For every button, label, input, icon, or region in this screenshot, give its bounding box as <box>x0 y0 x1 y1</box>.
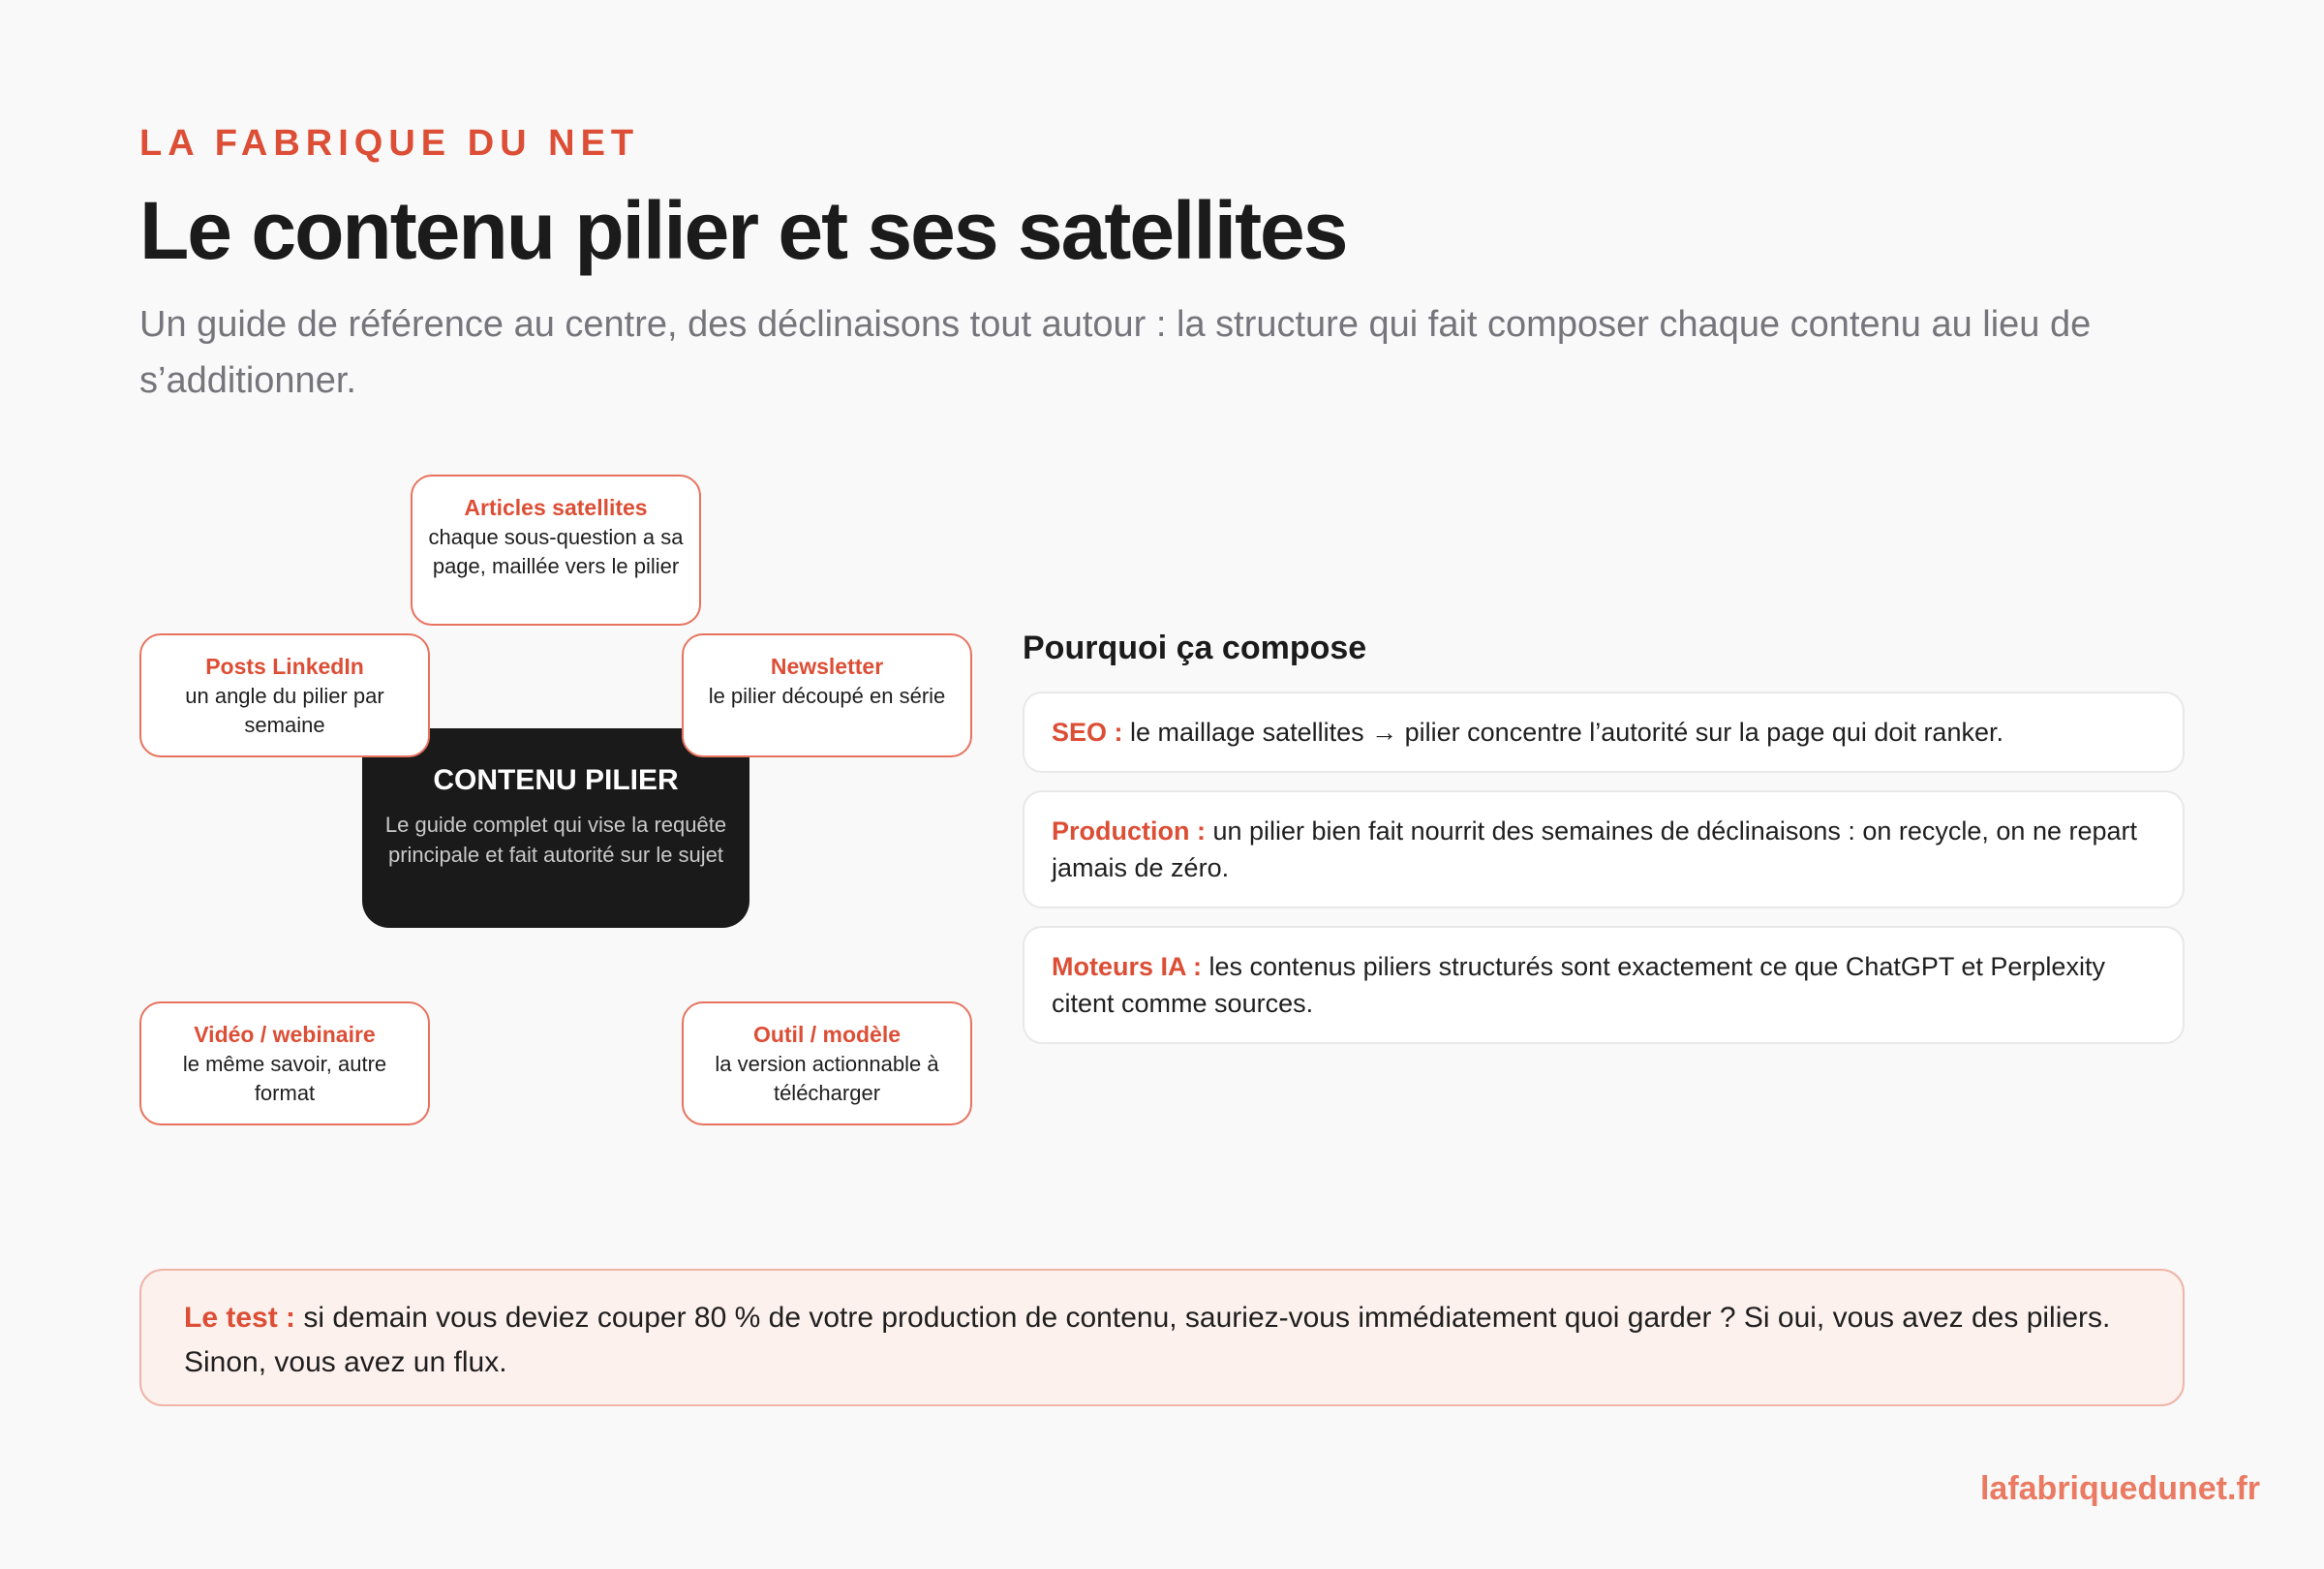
satellite-articles <box>411 475 701 626</box>
satellite-linkedin <box>139 633 430 757</box>
satellite-desc: le pilier découpé en série <box>708 684 946 708</box>
satellite-desc: chaque sous-question a sa page, maillée vers le pilier <box>428 525 684 578</box>
test-text: si demain vous deviez couper 80 % de votre production de contenu, sauriez-vous immédiatement quoi garder ? Si oui, vous avez des piliers. Sinon, vous avez un flux. <box>184 1302 2111 1378</box>
reason-card-production <box>1023 790 2185 908</box>
reason-body: les contenus piliers structurés sont exactement ce que ChatGPT et Perplexity citent comme sources. <box>1052 952 2105 1018</box>
page-subtitle: Un guide de référence au centre, des déclinaisons tout autour : la structure qui fait composer chaque contenu au lieu de s’additionner. <box>139 304 2092 401</box>
reason-label: Production : <box>1052 816 1206 846</box>
reason-body: le maillage satellites → pilier concentre l’autorité sur la page qui doit ranker. <box>1122 718 2003 747</box>
satellite-desc: un angle du pilier par semaine <box>185 684 384 737</box>
satellite-newsletter <box>682 633 972 757</box>
why-heading: Pourquoi ça compose <box>1023 630 1367 666</box>
satellite-video <box>139 1001 430 1125</box>
brand-label: LA FABRIQUE DU NET <box>139 123 640 164</box>
satellite-outil <box>682 1001 972 1125</box>
satellite-desc: la version actionnable à télécharger <box>715 1052 939 1105</box>
satellite-desc: le même savoir, autre format <box>182 1052 387 1105</box>
reason-label: Moteurs IA : <box>1052 952 1202 981</box>
pillar-center-node <box>362 728 749 928</box>
page-title: Le contenu pilier et ses satellites <box>139 185 1347 276</box>
pillar-center-desc: Le guide complet qui vise la requête principale et fait autorité sur le sujet <box>384 813 727 867</box>
satellite-title: Newsletter <box>770 654 884 679</box>
reason-text <box>1052 813 2156 886</box>
satellite-title: Posts LinkedIn <box>205 654 364 679</box>
reason-text <box>1052 714 2003 751</box>
test-callout <box>139 1269 2185 1406</box>
reason-card-seo <box>1023 692 2185 773</box>
reason-body: un pilier bien fait nourrit des semaines de déclinaisons : on recycle, on ne repart jamais de zéro. <box>1052 816 2138 882</box>
reason-card-ia <box>1023 926 2185 1044</box>
pillar-center-title: CONTENU PILIER <box>433 764 679 796</box>
reason-text <box>1052 948 2156 1022</box>
test-label: Le test : <box>184 1302 296 1334</box>
satellite-title: Articles satellites <box>464 495 648 520</box>
satellite-title: Outil / modèle <box>752 1022 902 1047</box>
satellite-title: Vidéo / webinaire <box>194 1022 376 1047</box>
reason-label: SEO : <box>1052 718 1123 747</box>
footer-site-link[interactable]: lafabriquedunet.fr <box>1979 1470 2260 1507</box>
